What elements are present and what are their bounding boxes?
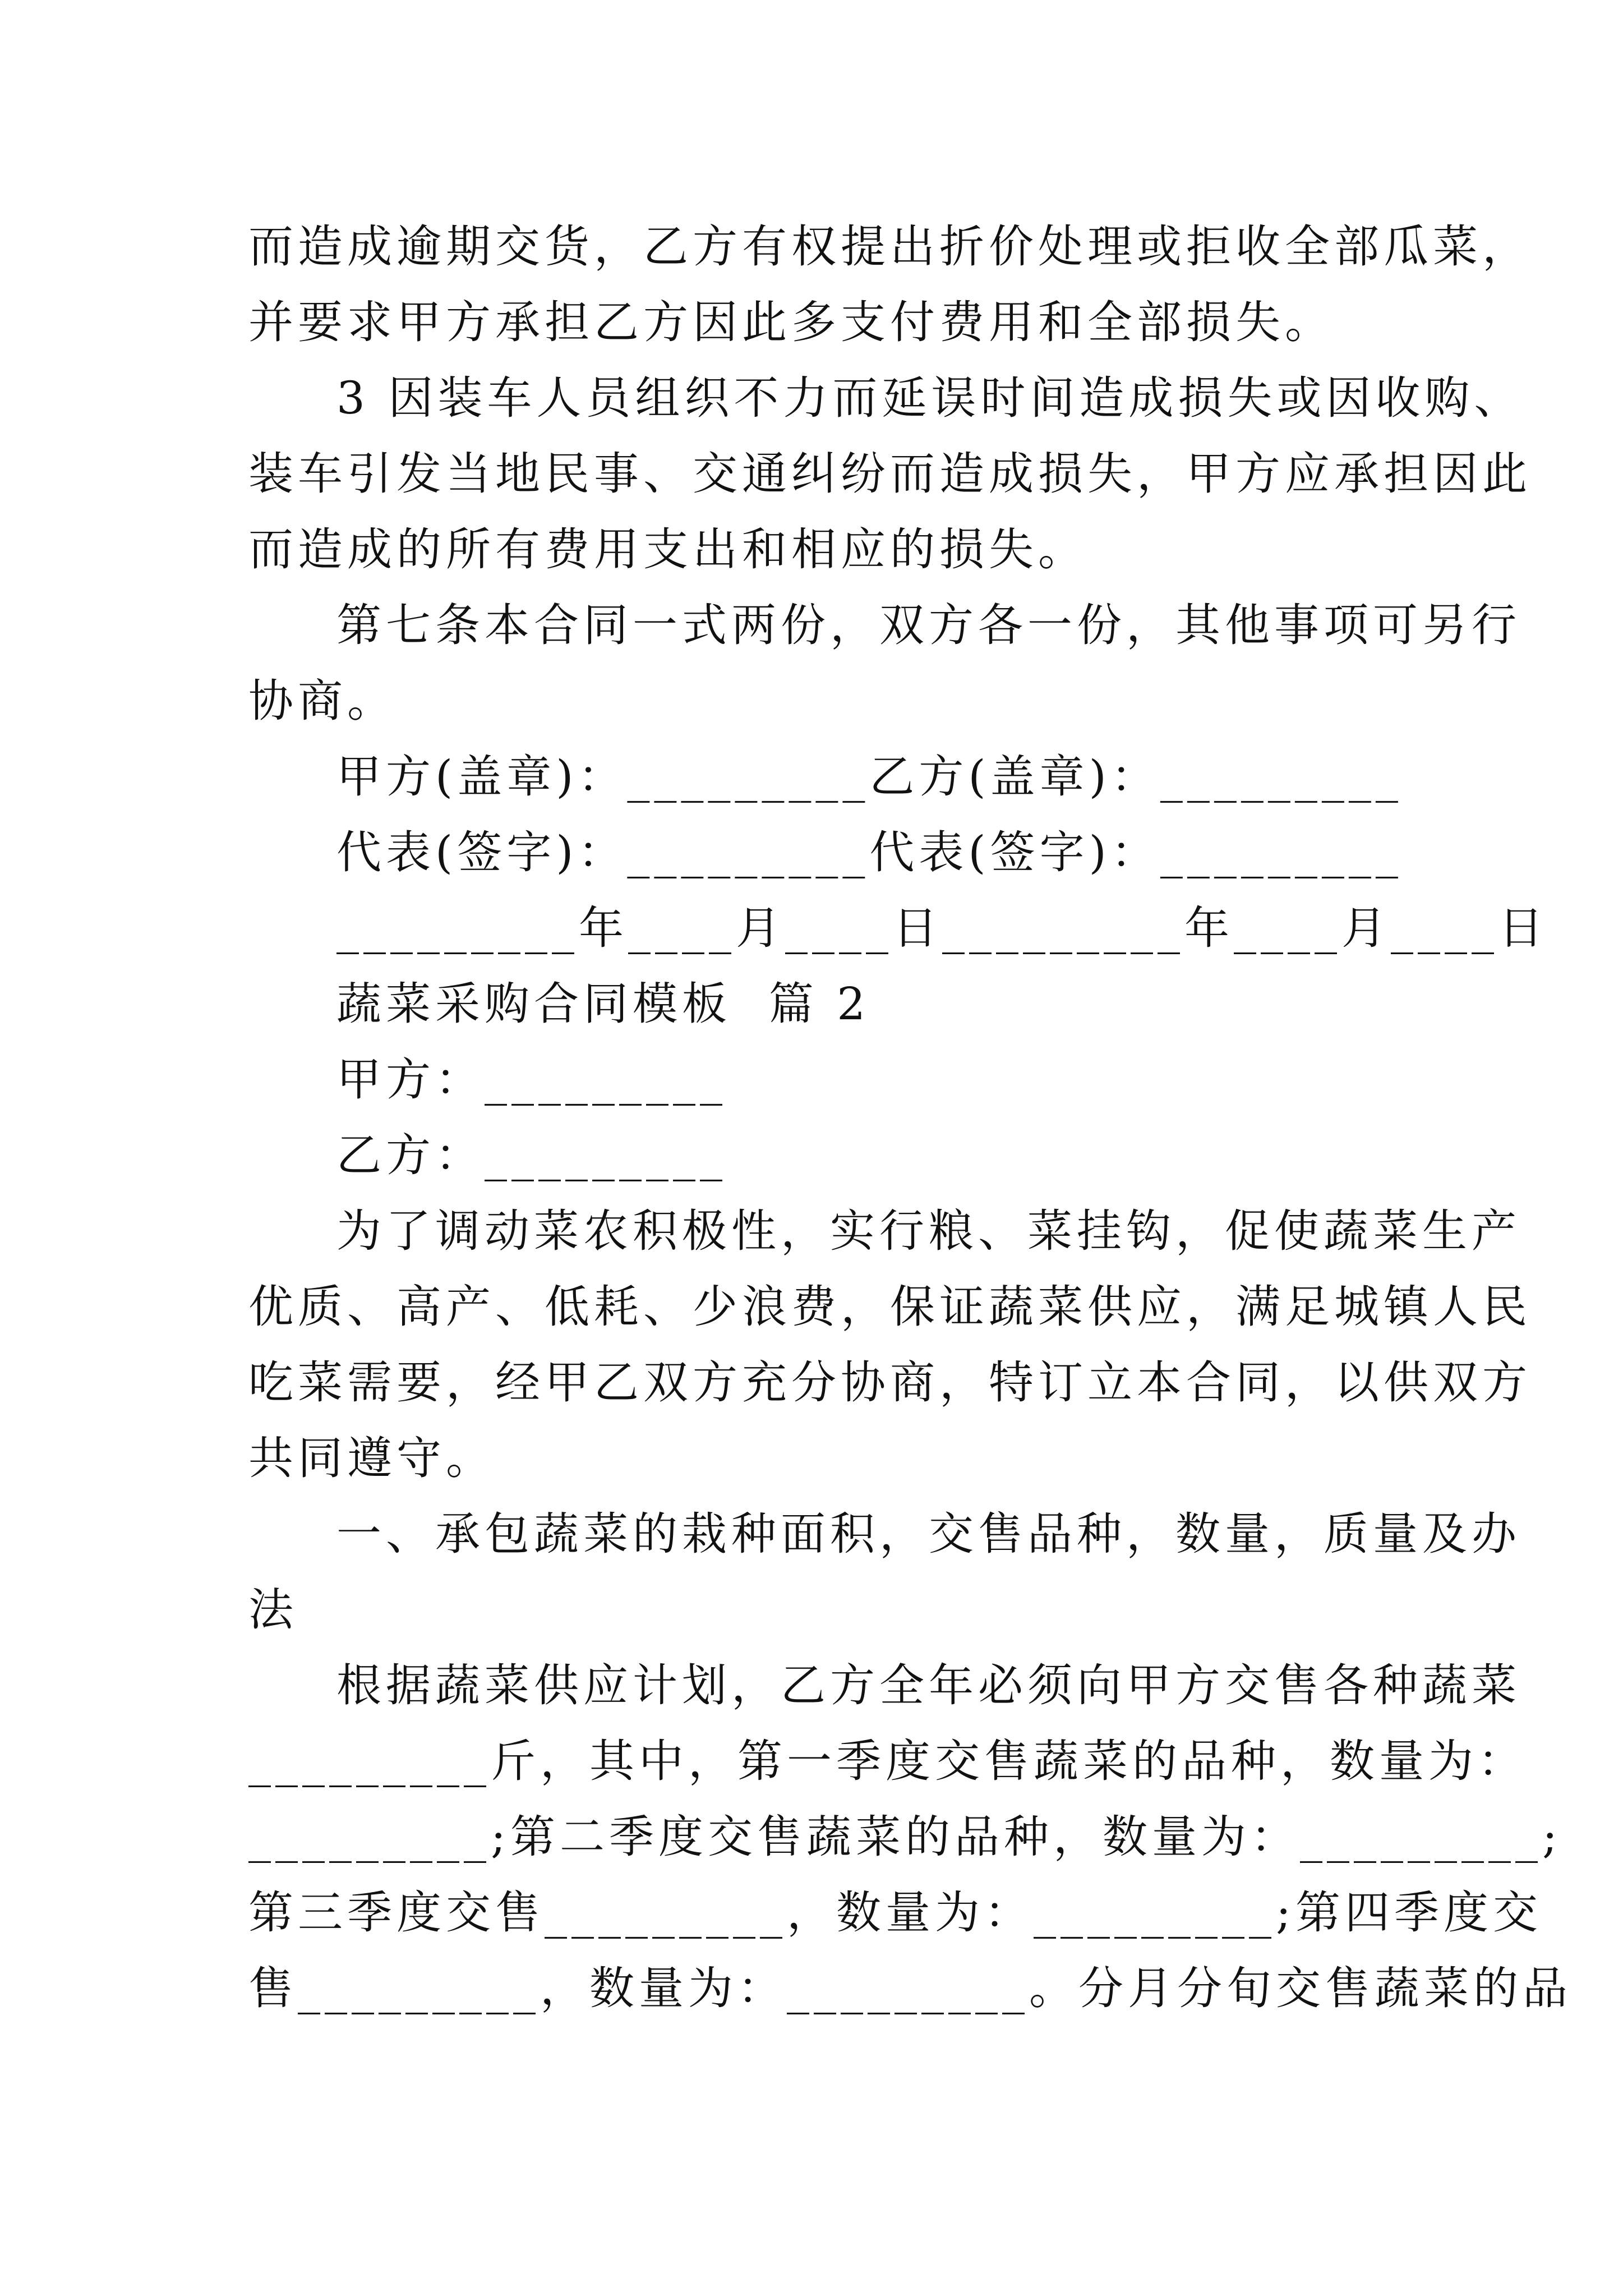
text-line: 优质、高产、低耗、少浪费，保证蔬菜供应，满足城镇人民 [248,1281,1532,1333]
text-line: _________;第二季度交售蔬菜的品种，数量为：_________; [248,1811,1562,1863]
text-line: 第七条本合同一式两份，双方各一份，其他事项可另行 [336,599,1521,651]
text-line: 共同遵守。 [248,1432,495,1484]
section-title: 蔬菜采购合同模板 篇 2 [336,978,870,1030]
text-line: 一、承包蔬菜的栽种面积，交售品种，数量，质量及办 [336,1508,1521,1560]
text-line: 而造成的所有费用支出和相应的损失。 [248,523,1087,576]
text-line: 第三季度交售_________，数量为：_________;第四季度交 [248,1887,1542,1939]
text-line: 法 [248,1584,298,1636]
text-line: 而造成逾期交货，乙方有权提出折价处理或拒收全部瓜菜， [248,220,1532,273]
text-line: 为了调动菜农积极性，实行粮、菜挂钩，促使蔬菜生产 [336,1205,1521,1257]
text-line: 并要求甲方承担乙方因此多支付费用和全部损失。 [248,296,1334,348]
signature-line: 代表(签字)：_________代表(签字)：_________ [336,826,1403,878]
text-line: 3 因装车人员组织不力而延误时间造成损失或因收购、 [336,372,1524,424]
text-line: 吃菜需要，经甲乙双方充分协商，特订立本合同，以供双方 [248,1356,1532,1409]
text-line: 售_________，数量为：_________。分月分旬交售蔬菜的品 [248,1962,1572,2014]
party-line: 甲方：_________ [336,1053,727,1106]
text-line: 装车引发当地民事、交通纠纷而造成损失，甲方应承担因此 [248,448,1532,500]
party-line: 乙方：_________ [336,1129,727,1181]
text-line: 协商。 [248,675,396,727]
text-line: _________斤，其中，第一季度交售蔬菜的品种，数量为： [248,1735,1527,1787]
signature-line: 甲方(盖章)：_________乙方(盖章)：_________ [336,751,1403,803]
text-line: 根据蔬菜供应计划，乙方全年必须向甲方交售各种蔬菜 [336,1659,1521,1711]
date-line: _________年____月____日_________年____月____日 [336,902,1548,954]
